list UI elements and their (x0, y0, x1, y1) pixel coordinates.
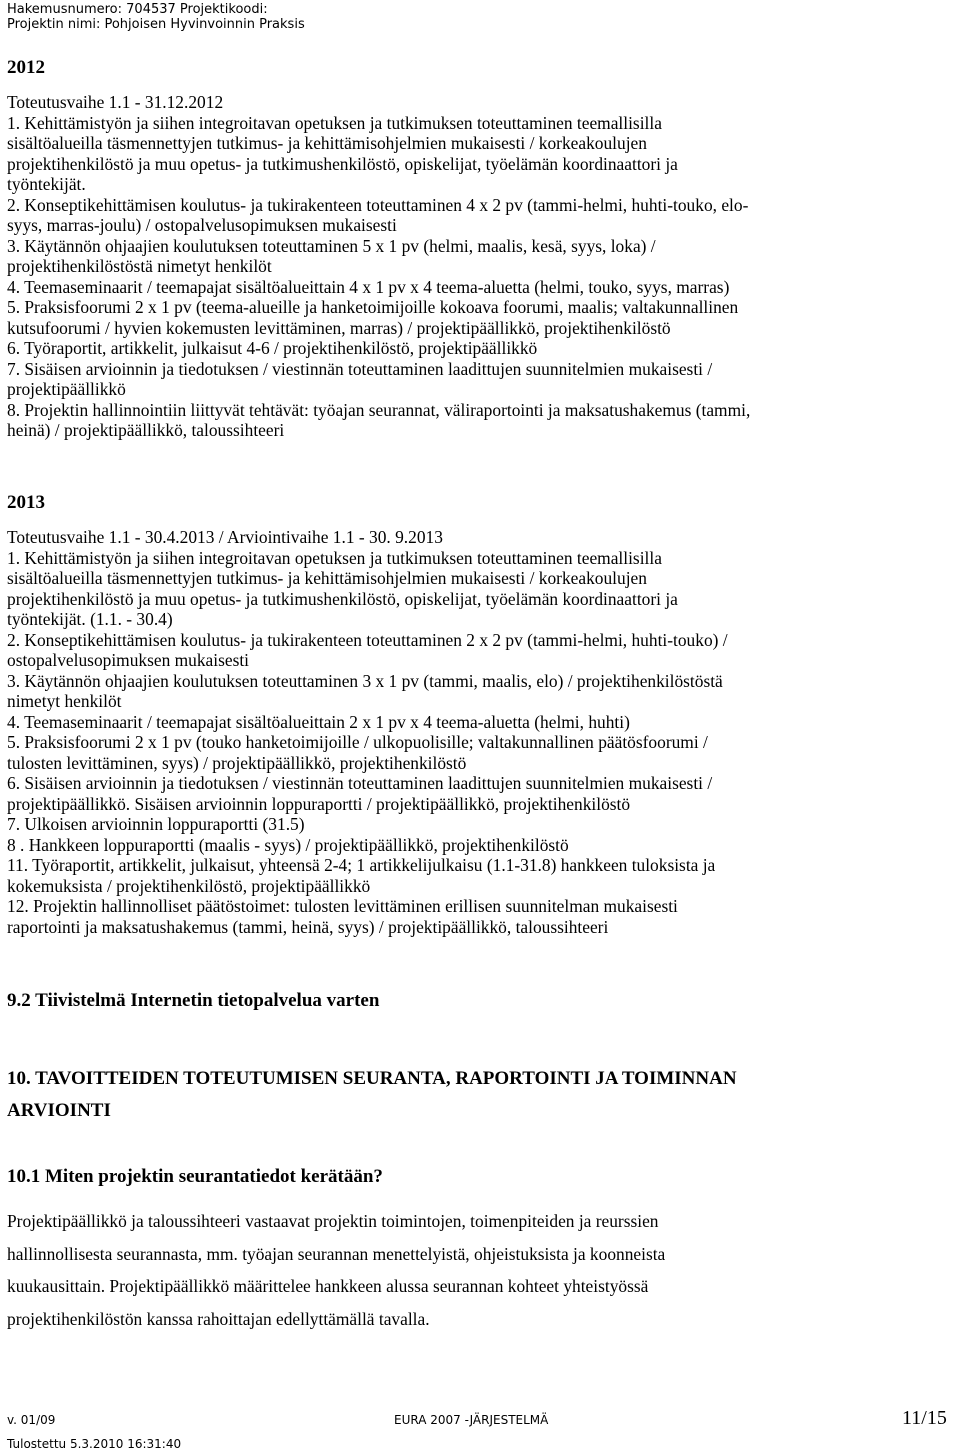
text-line: kokemuksista / projektihenkilöstö, projektipäällikkö (7, 875, 371, 896)
footer-version: v. 01/09 (7, 1413, 56, 1427)
text-line: 3. Käytännön ohjaajien koulutuksen toteuttaminen 5 x 1 pv (helmi, maalis, kesä, syys, loka) / (7, 235, 656, 256)
text-line: projektihenkilöstö ja muu opetus- ja tutkimushenkilöstö, opiskelijat, työelämän koordinaattori ja (7, 588, 678, 609)
text-line: 1. Kehittämistyön ja siihen integroitavan opetuksen ja tutkimuksen toteuttaminen teemallisilla (7, 547, 662, 568)
year-heading-2013: 2013 (7, 492, 45, 513)
page-number: 11/15 (902, 1407, 947, 1429)
text-line: kutsufoorumi / hyvien kokemusten levittäminen, marras) / projektipäällikkö, projektihenkilöstö (7, 317, 671, 338)
footer-system: EURA 2007 -JÄRJESTELMÄ (394, 1413, 549, 1427)
text-line: 6. Työraportit, artikkelit, julkaisut 4-6 / projektihenkilöstö, projektipäällikkö (7, 338, 538, 358)
text-line: 7. Sisäisen arvioinnin ja tiedotuksen / viestinnän toteuttaminen laadittujen suunnitelmien mukaisesti / (7, 358, 713, 379)
text-line: 8 . Hankkeen loppuraportti (maalis - syys) / projektipäällikkö, projektihenkilöstö (7, 834, 569, 855)
text-line: työntekijät. (7, 174, 86, 194)
text-line: 7. Ulkoisen arvioinnin loppuraportti (31.5) (7, 814, 305, 834)
header-project-name: Projektin nimi: Pohjoisen Hyvinvoinnin Praksis (7, 17, 305, 32)
text-line: 5. Praksisfoorumi 2 x 1 pv (teema-alueille ja hanketoimijoille kokoava foorumi, maalis; valtakunnallinen (7, 297, 739, 317)
text-line: Projektipäällikkö ja taloussihteeri vastaavat projektin toimintojen, toimenpiteiden ja reurssien (7, 1211, 659, 1231)
text-line: sisältöalueilla täsmennettyjen tutkimus- ja kehittämisohjelmien mukaisesti / korkeakoulujen (7, 568, 647, 588)
text-line: hallinnollisesta seurannasta, mm. työajan seurannan menettelyistä, ohjeistuksista ja koonneista (7, 1243, 666, 1264)
text-line: heinä) / projektipäällikkö, taloussihteeri (7, 420, 285, 440)
text-line: Toteutusvaihe 1.1 - 31.12.2012 (7, 92, 224, 112)
text-line: Toteutusvaihe 1.1 - 30.4.2013 / Arviointivaihe 1.1 - 30. 9.2013 (7, 527, 443, 547)
text-line: kuukausittain. Projektipäällikkö määrittelee hankkeen alussa seurannan kohteet yhteistyössä (7, 1276, 649, 1297)
text-line: 5. Praksisfoorumi 2 x 1 pv (touko hanketoimijoille / ulkopuolisille; valtakunnallinen päätösfoorumi / (7, 732, 708, 752)
text-line: sisältöalueilla täsmennettyjen tutkimus- ja kehittämisohjelmien mukaisesti / korkeakoulujen (7, 133, 647, 153)
section-heading-10: 10. TAVOITTEIDEN TOTEUTUMISEN SEURANTA, RAPORTOINTI JA TOIMINNAN (7, 1068, 737, 1089)
text-line: nimetyt henkilöt (7, 691, 122, 711)
text-line: projektihenkilöstön kanssa rahoittajan edellyttämällä tavalla. (7, 1308, 430, 1329)
section-2012-body (7, 92, 955, 441)
answer-10-1 (7, 1205, 955, 1335)
section-heading-10-cont: ARVIOINTI (7, 1100, 111, 1121)
footer-printed-timestamp: Tulostettu 5.3.2010 16:31:40 (7, 1437, 182, 1451)
text-line: projektipäällikkö. Sisäisen arvioinnin loppuraportti / projektipäällikkö, projektihenkilöstö (7, 793, 631, 814)
text-line: ostopalvelusopimuksen mukaisesti (7, 650, 249, 670)
text-line: projektihenkilöstöstä nimetyt henkilöt (7, 256, 272, 276)
text-line: raportointi ja maksatushakemus (tammi, heinä, syys) / projektipäällikkö, taloussihteeri (7, 916, 609, 937)
text-line: projektihenkilöstö ja muu opetus- ja tutkimushenkilöstö, opiskelijat, työelämän koordinaattori ja (7, 153, 678, 174)
text-line: projektipäällikkö (7, 379, 126, 399)
text-line: 1. Kehittämistyön ja siihen integroitavan opetuksen ja tutkimuksen toteuttaminen teemallisilla (7, 112, 662, 133)
text-line: 2. Konseptikehittämisen koulutus- ja tukirakenteen toteuttaminen 4 x 2 pv (tammi-helmi, huhti-touko, elo- (7, 194, 749, 215)
text-line: 6. Sisäisen arvioinnin ja tiedotuksen / viestinnän toteuttaminen laadittujen suunnitelmien mukaisesti / (7, 773, 713, 793)
section-2013-body (7, 527, 955, 937)
section-heading-9-2: 9.2 Tiivistelmä Internetin tietopalvelua varten (7, 990, 380, 1011)
text-line: 4. Teemaseminaarit / teemapajat sisältöalueittain 4 x 1 pv x 4 teema-aluetta (helmi, touko, syys, marras) (7, 276, 730, 297)
text-line: 4. Teemaseminaarit / teemapajat sisältöalueittain 2 x 1 pv x 4 teema-aluetta (helmi, huhti) (7, 711, 630, 732)
text-line: 2. Konseptikehittämisen koulutus- ja tukirakenteen toteuttaminen 2 x 2 pv (tammi-helmi, huhti-touko) / (7, 629, 728, 650)
text-line: syys, marras-joulu) / ostopalvelusopimuksen mukaisesti (7, 215, 397, 235)
text-line: 8. Projektin hallinnointiin liittyvät tehtävät: työajan seurannat, väliraportointi ja maksatushakemus (tammi, (7, 399, 751, 420)
section-heading-10-1: 10.1 Miten projektin seurantatiedot kerätään? (7, 1166, 383, 1187)
text-line: tulosten levittäminen, syys) / projektipäällikkö, projektihenkilöstö (7, 752, 467, 773)
text-line: 12. Projektin hallinnolliset päätöstoimet: tulosten levittäminen erillisen suunnitelman mukaisesti (7, 896, 678, 916)
header-application-number: Hakemusnumero: 704537 Projektikoodi: (7, 2, 268, 17)
text-line: 3. Käytännön ohjaajien koulutuksen toteuttaminen 3 x 1 pv (tammi, maalis, elo) / projektihenkilöstöstä (7, 670, 723, 691)
text-line: työntekijät. (1.1. - 30.4) (7, 609, 173, 629)
text-line: 11. Työraportit, artikkelit, julkaisut, yhteensä 2-4; 1 artikkelijulkaisu (1.1-31.8) hankkeen tuloksista ja (7, 855, 716, 875)
year-heading-2012: 2012 (7, 57, 45, 78)
